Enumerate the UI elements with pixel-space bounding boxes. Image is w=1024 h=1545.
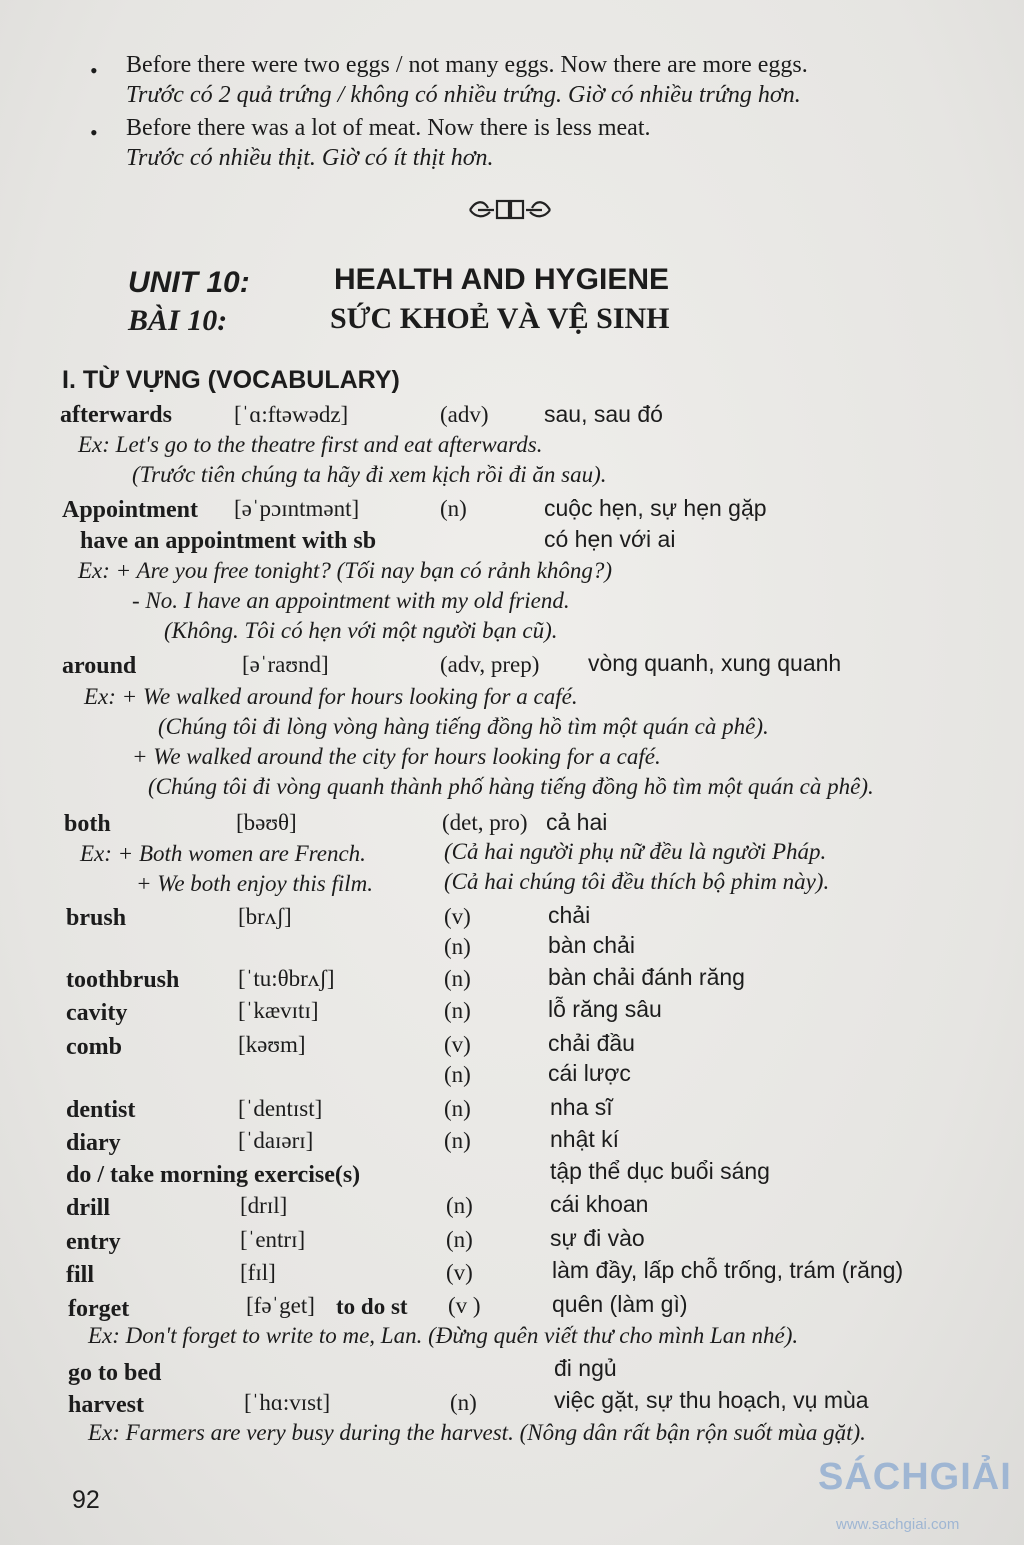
vocab-meaning-drill: cái khoan (550, 1191, 649, 1217)
vocab-meaning-comb-n: cái lược (548, 1060, 631, 1086)
example-both-2: + We both enjoy this film. (136, 871, 373, 896)
vocab-pos-toothbrush: (n) (444, 966, 471, 991)
vocab-ipa-comb: [kəʊm] (238, 1032, 306, 1057)
example-around-1-vi: (Chúng tôi đi lòng vòng hàng tiếng đồng hồ tìm một quán cà phê). (158, 714, 769, 739)
vocab-word-drill: drill (66, 1195, 111, 1221)
vocab-ipa-forget: [fəˈget] (246, 1293, 315, 1318)
vocab-phrase-appointment: have an appointment with sb (80, 528, 377, 554)
example-appointment-1: Ex: + Are you free tonight? (Tối nay bạn có rảnh không?) (78, 558, 612, 583)
vocab-pos-cavity: (n) (444, 998, 471, 1023)
vocab-pos-around: (adv, prep) (440, 652, 540, 677)
vocab-pos-appointment: (n) (440, 496, 467, 521)
vocab-meaning-morning-exercise: tập thể dục buổi sáng (550, 1158, 770, 1184)
example-afterwards-vi: (Trước tiên chúng ta hãy đi xem kịch rồi đi ăn sau). (132, 462, 607, 487)
vocab-word-diary: diary (66, 1130, 121, 1156)
vocab-ipa-dentist: [ˈdentɪst] (238, 1096, 323, 1121)
vocab-word-entry: entry (66, 1229, 121, 1255)
example-around-2-vi: (Chúng tôi đi vòng quanh thành phố hàng tiếng đồng hồ tìm một quán cà phê). (148, 774, 874, 799)
vocab-pos-forget: (v ) (448, 1293, 481, 1318)
vocab-pos-drill: (n) (446, 1193, 473, 1218)
example-appointment-2: - No. I have an appointment with my old friend. (132, 588, 570, 613)
vocab-word-toothbrush: toothbrush (66, 967, 180, 993)
vocab-ipa-brush: [brʌʃ] (238, 904, 292, 929)
vocab-word-comb: comb (66, 1034, 122, 1060)
vocab-meaning-brush-n: bàn chải (548, 932, 635, 958)
watermark-url: www.sachgiai.com (836, 1516, 960, 1533)
vocab-ipa-afterwards: [ˈɑ:ftəwədz] (234, 402, 349, 427)
bai-title: SỨC KHOẺ VÀ VỆ SINH (330, 302, 670, 335)
vocab-word-harvest: harvest (68, 1392, 144, 1418)
vocab-ipa-fill: [fɪl] (240, 1260, 276, 1285)
vocab-ipa-cavity: [ˈkævɪtɪ] (238, 998, 319, 1023)
vocab-word-forget: forget (68, 1296, 130, 1322)
vocab-ipa-toothbrush: [ˈtu:θbrʌʃ] (238, 966, 335, 991)
example-around-1: Ex: + We walked around for hours looking for a café. (84, 684, 578, 709)
example-harvest: Ex: Farmers are very busy during the harvest. (Nông dân rất bận rộn suốt mùa gặt). (88, 1420, 866, 1445)
vocab-meaning-fill: làm đầy, lấp chỗ trống, trám (răng) (552, 1257, 904, 1283)
vocab-meaning-toothbrush: bàn chải đánh răng (548, 964, 745, 990)
vocab-word-dentist: dentist (66, 1097, 136, 1123)
vocab-pos-comb-n: (n) (444, 1062, 471, 1087)
unit-label: UNIT 10: (128, 266, 250, 299)
vocab-meaning-entry: sự đi vào (550, 1225, 645, 1251)
vocab-pos-brush-v: (v) (444, 904, 471, 929)
vocab-meaning-dentist: nha sĩ (550, 1094, 613, 1120)
section-heading: I. TỪ VỰNG (VOCABULARY) (62, 366, 400, 394)
example-both-1: Ex: + Both women are French. (80, 841, 366, 866)
intro-bullet-2-en: Before there was a lot of meat. Now there is less meat. (126, 115, 651, 141)
vocab-meaning-afterwards: sau, sau đó (544, 401, 663, 427)
vocab-word-afterwards: afterwards (60, 402, 172, 428)
intro-bullet-1-vi: Trước có 2 quả trứng / không có nhiều trứng. Giờ có nhiều trứng hơn. (126, 82, 801, 108)
bullet-1: • (90, 58, 98, 83)
example-both-1-vi: (Cả hai người phụ nữ đều là người Pháp. (444, 839, 827, 864)
vocab-meaning-appointment: cuộc hẹn, sự hẹn gặp (544, 495, 767, 521)
vocab-meaning-cavity: lỗ răng sâu (548, 996, 662, 1022)
vocab-word-fill: fill (66, 1262, 94, 1288)
bullet-2: • (90, 120, 98, 145)
vocab-pos-afterwards: (adv) (440, 402, 489, 427)
vocab-word-both: both (64, 811, 111, 837)
vocab-meaning-harvest: việc gặt, sự thu hoạch, vụ mùa (554, 1387, 869, 1413)
vocab-meaning-both: cả hai (546, 809, 608, 835)
vocab-meaning-around: vòng quanh, xung quanh (588, 650, 842, 676)
vocab-word-go-to-bed: go to bed (68, 1360, 162, 1386)
vocab-pos-comb-v: (v) (444, 1032, 471, 1057)
vocab-meaning-brush-v: chải (548, 902, 591, 928)
vocab-ipa-drill: [drɪl] (240, 1193, 288, 1218)
vocab-meaning-diary: nhật kí (550, 1126, 620, 1152)
vocab-word-around: around (62, 653, 137, 679)
vocab-meaning-forget: quên (làm gì) (552, 1291, 688, 1317)
vocab-word-morning-exercise: do / take morning exercise(s) (66, 1162, 361, 1188)
vocab-ipa-harvest: [ˈhɑ:vɪst] (244, 1390, 331, 1415)
vocab-pos-entry: (n) (446, 1227, 473, 1252)
vocab-pos-fill: (v) (446, 1260, 473, 1285)
vocab-phrase-meaning-appointment: có hẹn với ai (544, 526, 676, 552)
vocab-ipa-diary: [ˈdaɪərɪ] (238, 1128, 314, 1153)
vocab-ipa-appointment: [əˈpɔɪntmənt] (234, 496, 360, 521)
example-afterwards-en: Ex: Let's go to the theatre first and eat afterwards. (78, 432, 543, 457)
vocab-meaning-go-to-bed: đi ngủ (554, 1355, 617, 1381)
vocab-pos-diary: (n) (444, 1128, 471, 1153)
vocab-pos-both: (det, pro) (442, 810, 528, 835)
vocab-meaning-comb-v: chải đầu (548, 1030, 635, 1056)
vocab-pos-harvest: (n) (450, 1390, 477, 1415)
example-appointment-3: (Không. Tôi có hẹn với một người bạn cũ). (164, 618, 558, 643)
vocab-word-cavity: cavity (66, 1000, 128, 1026)
vocab-ipa-around: [əˈraʊnd] (242, 652, 329, 677)
intro-bullet-1-en: Before there were two eggs / not many eggs. Now there are more eggs. (126, 52, 808, 78)
vocab-word-appointment: Appointment (62, 497, 199, 523)
example-around-2: + We walked around the city for hours looking for a café. (132, 744, 661, 769)
book-ornament-icon (468, 196, 552, 224)
vocab-ipa-entry: [ˈentrɪ] (240, 1227, 306, 1252)
watermark-logo: SÁCHGIẢI (818, 1456, 1012, 1498)
vocab-ipa-both: [bəʊθ] (236, 810, 297, 835)
example-both-2-vi: (Cả hai chúng tôi đều thích bộ phim này). (444, 869, 830, 894)
page-number: 92 (72, 1486, 100, 1514)
vocab-word-brush: brush (66, 905, 127, 931)
vocab-pos-dentist: (n) (444, 1096, 471, 1121)
vocab-ipa-suffix-forget: to do st (336, 1294, 408, 1319)
unit-title: HEALTH AND HYGIENE (334, 263, 670, 296)
bai-label: BÀI 10: (128, 304, 228, 337)
intro-bullet-2-vi: Trước có nhiều thịt. Giờ có ít thịt hơn. (126, 145, 494, 171)
vocab-pos-brush-n: (n) (444, 934, 471, 959)
example-forget: Ex: Don't forget to write to me, Lan. (Đừng quên viết thư cho mình Lan nhé). (88, 1323, 799, 1348)
